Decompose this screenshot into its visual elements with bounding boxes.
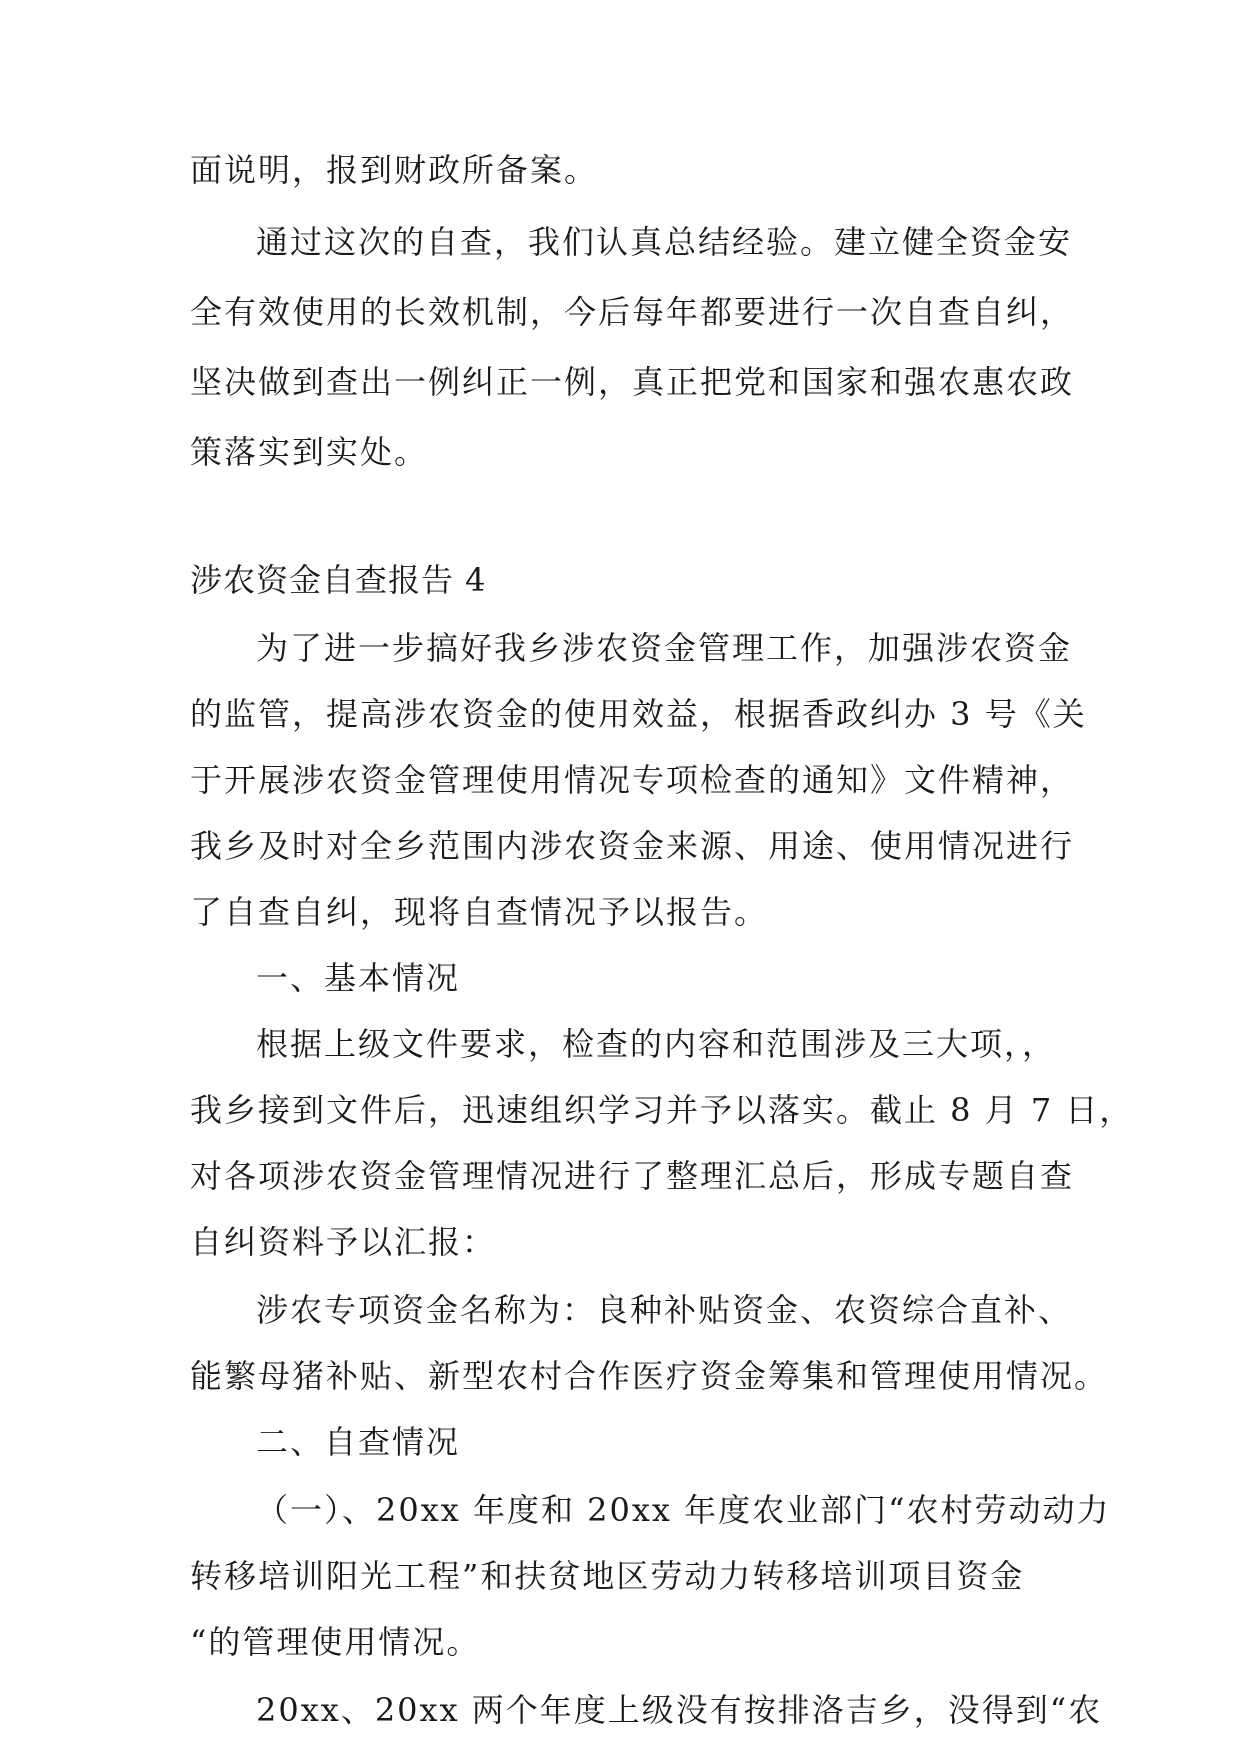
- subsection-heading: 一、基本情况: [256, 959, 461, 997]
- text-line: 根据上级文件要求，检查的内容和范围涉及三大项，，: [256, 1025, 1057, 1063]
- text-line: 的监管，提高涉农资金的使用效益，根据香政纠办 3 号《关: [190, 695, 1087, 733]
- text-line: 对各项涉农资金管理情况进行了整理汇总后，形成专题自查: [190, 1157, 1075, 1195]
- text-line: 为了进一步搞好我乡涉农资金管理工作，加强涉农资金: [256, 629, 1073, 667]
- text-line: 坚决做到查出一例纠正一例，真正把党和国家和强农惠农政: [190, 363, 1075, 401]
- section-heading: 涉农资金自查报告 4: [190, 561, 487, 599]
- text-line: 策落实到实处。: [190, 433, 429, 471]
- text-line: 全有效使用的长效机制，今后每年都要进行一次自查自纠，: [190, 293, 1075, 331]
- text-line: 通过这次的自查，我们认真总结经验。建立健全资金安: [256, 223, 1073, 261]
- text-line: “的管理使用情况。: [190, 1623, 481, 1661]
- text-line: 转移培训阳光工程”和扶贫地区劳动力转移培训项目资金: [190, 1557, 1025, 1595]
- text-line: 了自查自纠，现将自查情况予以报告。: [190, 893, 769, 931]
- text-line: 20xx、20xx 两个年度上级没有按排洛吉乡，没得到“农: [256, 1691, 1103, 1729]
- text-line: 涉农专项资金名称为：良种补贴资金、农资综合直补、: [256, 1291, 1073, 1329]
- text-line: 能繁母猪补贴、新型农村合作医疗资金筹集和管理使用情况。: [190, 1357, 1109, 1395]
- subsection-heading: 二、自查情况: [256, 1423, 461, 1461]
- text-line: （一）、20xx 年度和 20xx 年度农业部门“农村劳动动力: [256, 1491, 1111, 1529]
- text-line: 于开展涉农资金管理使用情况专项检查的通知》文件精神，: [190, 761, 1075, 799]
- text-line: 自纠资料予以汇报：: [190, 1223, 497, 1261]
- text-line: 面说明，报到财政所备案。: [190, 151, 599, 189]
- text-line: 我乡接到文件后，迅速组织学习并予以落实。截止 8 月 7 日，: [190, 1091, 1134, 1129]
- text-line: 我乡及时对全乡范围内涉农资金来源、用途、使用情况进行: [190, 827, 1075, 865]
